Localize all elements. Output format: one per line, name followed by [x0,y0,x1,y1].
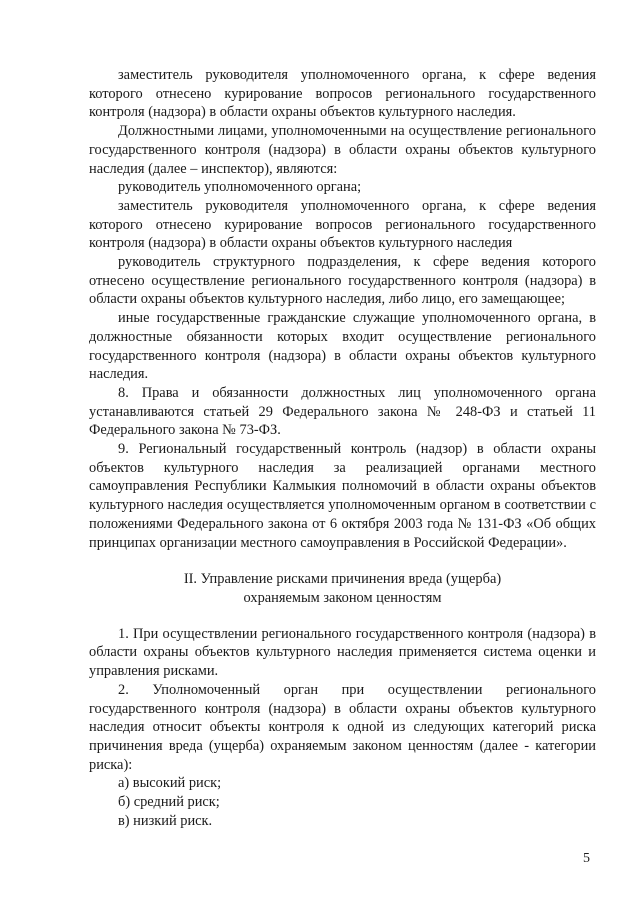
paragraph-officials-intro: Должностными лицами, уполномоченными на осуществление регионального государственного контроля (надзора) в области охраны объектов культурного наследия (далее – инспектор), являются: [89,123,596,177]
paragraph-head-of-body: руководитель уполномоченного органа; [118,179,362,196]
paragraph-risk-item-1: 1. При осуществлении регионального государственного контроля (надзора) в области охраны объектов культурного наследия применяется система оценки и управления рисками. [89,625,596,680]
paragraph-risk-item-2: 2. Уполномоченный орган при осуществлении регионального государственного контроля (надзора) в области охраны объектов культурного наследия относит объекты контроля к одной из следующих категорий риска причинения вреда (ущерба) охраняемым законом ценностям (далее - категории риска): [89,681,596,773]
document-body [89,66,596,830]
list-item-low-risk: в) низкий риск. [118,812,213,829]
section-heading [89,570,596,607]
list-item-medium-risk: б) средний риск; [118,794,220,811]
paragraph-item-8: 8. Права и обязанности должностных лиц уполномоченного органа устанавливаются статьей 29 Федерального закона № 248-ФЗ и статьей 11 Федерального закона № 73-ФЗ. [89,384,596,439]
paragraph-deputy-head: заместитель руководителя уполномоченного органа, к сфере ведения которого отнесено курирование вопросов регионального государственного контроля (надзора) в области охраны объектов культурного наследия. [89,67,596,121]
paragraph-deputy-head-2: заместитель руководителя уполномоченного органа, к сфере ведения которого отнесено курирование вопросов регионального государственного контроля (надзора) в области охраны объектов культурного наследия [89,197,596,252]
paragraph-item-9: 9. Региональный государственный контроль (надзор) в области охраны объектов культурного наследия за реализацией органами местного самоуправления Республики Калмыкия полномочий в области охраны объектов культурного наследия осуществляется уполномоченным органом в соответствии с положениями Федерального закона от 6 октября 2003 года № 131-ФЗ «Об общих принципах организации местного самоуправления в Российской Федерации». [89,441,596,551]
section-heading-line-2: охраняемым законом ценностям [243,589,442,606]
page-number: 5 [583,851,590,866]
paragraph-division-head: руководитель структурного подразделения, к сфере ведения которого отнесено осуществление регионального государственного контроля (надзора) в области охраны объектов культурного наследия, либо лицо, его замещающее; [89,254,596,308]
paragraph-other-servants: иные государственные гражданские служащие уполномоченного органа, в должностные обязанности которых входит осуществление регионального государственного контроля (надзора) в области охраны объектов культурного наследия. [89,310,596,383]
list-item-high-risk: а) высокий риск; [118,775,222,792]
section-heading-line-1: II. Управление рисками причинения вреда (ущерба) [183,571,502,588]
